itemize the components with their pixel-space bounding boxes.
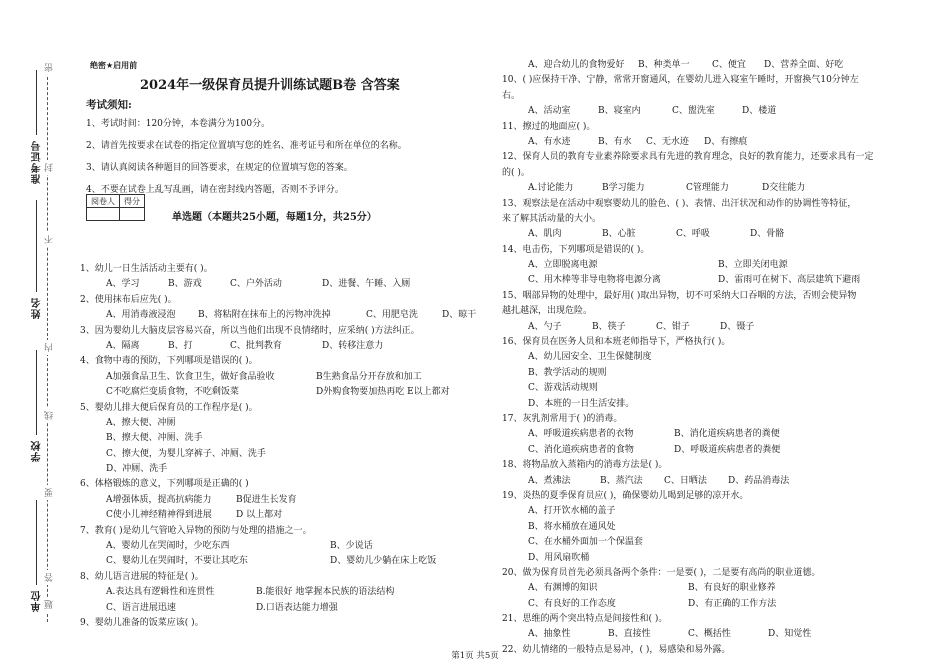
- option: B、打: [168, 340, 193, 351]
- question-options: [502, 227, 932, 242]
- option: A、隔离: [106, 340, 140, 351]
- option: D交往能力: [762, 183, 806, 194]
- option: C、批判教育: [230, 340, 282, 351]
- question-stem: 右。: [502, 90, 521, 101]
- option: A增强体质，提高抗病能力: [106, 494, 212, 505]
- score-header: 得分: [120, 195, 145, 208]
- option: B学习能力: [602, 183, 645, 194]
- page-title: 2024年一级保育员提升训练试题B卷 含答案: [140, 78, 400, 93]
- question-options: [80, 539, 490, 554]
- option: B、少说话: [330, 541, 373, 552]
- seal-char: 线: [43, 408, 56, 423]
- option: C、日晒法: [664, 475, 707, 486]
- notice-heading: 考试须知:: [86, 99, 132, 111]
- question-stem: 的( )。: [502, 167, 530, 178]
- name-blank: [36, 200, 37, 292]
- question-options: [502, 58, 932, 73]
- secret-mark: 绝密★启用前: [90, 61, 138, 70]
- question-stem: 16、保育员在医务人员和本班老师指导下，严格执行( )。: [502, 337, 731, 348]
- option: B、种类单一: [638, 60, 690, 70]
- question-options: [80, 308, 490, 323]
- option: D外购食物要加热再吃 E以上都对: [316, 387, 450, 398]
- option: B、直接性: [608, 629, 651, 640]
- option: B、将粘附在抹布上的污物冲洗掉: [198, 310, 331, 321]
- reviewer-cell[interactable]: [87, 208, 120, 221]
- option: B、将水桶放在通风处: [528, 521, 616, 532]
- question-stem: 7、教育( )是幼儿气管呛入异物的预防与处理的措施之一。: [80, 525, 312, 536]
- option: B生熟食品分开存放和加工: [316, 371, 422, 382]
- score-table: [86, 194, 145, 221]
- section-title: 单选题（本题共25小题，每题1分，共25分）: [172, 212, 377, 223]
- option: B、筷子: [592, 321, 626, 332]
- option: C管理能力: [686, 183, 729, 194]
- question-options: [80, 385, 490, 400]
- option: D、知觉性: [768, 629, 812, 640]
- option: A、有渊博的知识: [528, 583, 598, 594]
- option: C、户外活动: [230, 279, 282, 290]
- question-stem: 20、做为保育员首先必须具备两个条件：一是要( )，二是要有高尚的职业道德。: [502, 567, 821, 578]
- option: B、寝室内: [598, 106, 641, 117]
- option: B、有水: [598, 136, 632, 147]
- option: D、楼道: [742, 106, 777, 117]
- notice-item: 1、考试时间：120分钟，本卷满分为100分。: [86, 119, 271, 129]
- notice-item: 4、不要在试卷上乱写乱画，请在密封线内答题，否则不予评分。: [86, 185, 344, 195]
- reviewer-header: 阅卷人: [87, 195, 120, 208]
- option: C、概括性: [688, 629, 731, 640]
- option: A、勺子: [528, 321, 562, 332]
- notice-list: [86, 113, 486, 201]
- seal-char: 封: [43, 160, 56, 175]
- option: B、心脏: [602, 229, 636, 240]
- option: D.口语表达能力增强: [256, 602, 338, 613]
- option: C、盥洗室: [672, 106, 715, 117]
- question-stem: 10、( )应保持干净、宁静，常常开窗通风，在婴幼儿进入寝室午睡时，开窗换气10分钟左: [502, 75, 859, 86]
- option: A、婴幼儿在哭闹时，少吃东西: [106, 541, 230, 552]
- seal-char: 内: [43, 340, 56, 355]
- question-options: [80, 601, 490, 616]
- option: C使小儿神经精神得到进展: [106, 510, 212, 521]
- unit-blank: [36, 500, 37, 585]
- option: A、立即脱离电源: [528, 260, 598, 271]
- option: A、呼吸道疾病患者的衣物: [528, 429, 634, 440]
- option: A.讨论能力: [528, 183, 574, 194]
- question-options: [80, 508, 490, 523]
- option: A、抽象性: [528, 629, 571, 640]
- option: A.表达具有逻辑性和连贯性: [106, 587, 215, 598]
- score-cell[interactable]: [120, 208, 145, 221]
- option: D、雷雨可在树下、高层建筑下避雨: [718, 275, 861, 286]
- question-options: [502, 181, 932, 196]
- option: A、打开饮水桶的盖子: [528, 506, 616, 517]
- question-stem: 17、灰乳剂常用于( )的消毒。: [502, 413, 623, 424]
- option: D、骨骼: [750, 229, 785, 240]
- question-options: [80, 493, 490, 508]
- question-stem: 22、幼儿情绪的一般特点是易冲，( )，易感染和易外露。: [502, 644, 731, 655]
- question-stem: 19、炎热的夏季保育员应( )，确保婴幼儿喝到足够的凉开水。: [502, 490, 749, 501]
- question-options: [502, 627, 932, 642]
- option: D、本班的一日生活安排。: [528, 398, 635, 409]
- question-options: [502, 427, 932, 442]
- question-options: [80, 585, 490, 600]
- option: C、便宜: [712, 60, 746, 70]
- option: B.能很好 地掌握本民族的语法结构: [256, 587, 395, 598]
- option: D、婴幼儿少躺在床上吃饭: [330, 556, 437, 567]
- notice-item: 2、请首先按要求在试卷的指定位置填写您的姓名、准考证号和所在单位的名称。: [86, 141, 407, 151]
- seal-char: 不: [43, 232, 56, 247]
- option: C、婴幼儿在哭闹时，不要让其吃东: [106, 556, 248, 567]
- question-stem: 来了解其活动量的大小。: [502, 213, 602, 224]
- option: B、擦大便、冲厕、洗手: [106, 433, 203, 444]
- option: D、进餐、午睡、入厕: [322, 279, 411, 290]
- option: C不吃腐烂变质食物，不吃剩饭菜: [106, 387, 239, 398]
- page-footer: 第1页 共5页: [451, 651, 499, 661]
- option: B、消化道疾病患者的粪便: [674, 429, 780, 440]
- question-stem: 1、幼儿一日生活活动主要有( )。: [80, 264, 213, 274]
- option: B、有良好的职业修养: [688, 583, 776, 594]
- question-stem: 2、使用抹布后应先( )。: [80, 294, 177, 305]
- left-question-column: [80, 262, 490, 631]
- option: C、用木棒等非导电物将电源分离: [528, 275, 661, 286]
- seal-char: 答: [43, 570, 56, 585]
- question-options: [502, 104, 932, 119]
- option: A、用消毒液浸泡: [106, 310, 176, 321]
- question-stem: 15、咽部异物的处理中，最好用( )取出异物，切不可采纳大口吞咽的方法，否则会使异物: [502, 290, 857, 301]
- option: C、语言进展迅速: [106, 602, 176, 613]
- question-stem: 5、婴幼儿排大便后保育员的工作程序是( )。: [80, 402, 258, 413]
- question-options: [502, 597, 932, 612]
- name-label: 姓名: [32, 297, 43, 319]
- option: A、肌肉: [528, 229, 562, 240]
- option: A、煮沸法: [528, 475, 571, 486]
- question-options: [80, 339, 490, 354]
- question-stem: 4、食物中毒的预防，下列哪项是错误的( )。: [80, 356, 258, 367]
- question-stem: 越扎越深，出现危险。: [502, 306, 593, 317]
- question-stem: 21、思维的两个突出特点是间接性和( )。: [502, 614, 668, 625]
- option: C、用肥皂洗: [366, 310, 418, 321]
- option: B、游戏: [168, 279, 202, 290]
- question-stem: 18、将物品放入蒸箱内的消毒方法是( )。: [502, 460, 668, 471]
- option: D、呼吸道疾病患者的粪便: [674, 444, 781, 455]
- question-stem: 3、因为婴幼儿大脑皮层容易兴奋，所以当他们出现不良情绪时，应采纳( )方法纠正。: [80, 325, 420, 336]
- option: D、有正确的工作方法: [688, 598, 777, 609]
- school-blank: [36, 350, 37, 435]
- option: C、游戏活动规则: [528, 383, 598, 394]
- option: D、晾干: [442, 310, 477, 321]
- question-options: [502, 258, 932, 273]
- option: B、立即关闭电源: [718, 260, 788, 271]
- option: D、转移注意力: [322, 340, 384, 351]
- option: C、无水迹: [646, 136, 689, 147]
- question-options: [502, 320, 932, 335]
- seal-char: 要: [43, 485, 56, 500]
- notice-item: 3、请认真阅读各种题目的回答要求，在规定的位置填写您的答案。: [86, 163, 353, 173]
- option: D、镊子: [720, 321, 755, 332]
- option: C、呼吸: [676, 229, 710, 240]
- option: D、冲厕、洗手: [106, 464, 168, 475]
- exam-number-label: 准考证号: [32, 140, 43, 184]
- option: C、消化道疾病患者的食物: [528, 444, 634, 455]
- option: A、活动室: [528, 106, 571, 117]
- question-options: [502, 135, 932, 150]
- option: B促进生长发育: [236, 494, 297, 505]
- seal-char: 题: [43, 597, 56, 612]
- option: D 以上都对: [236, 510, 283, 521]
- question-stem: 6、体格锻炼的意义，下列哪项是正确的( ): [80, 479, 249, 490]
- option: C、在水桶外面加一个保温套: [528, 537, 643, 548]
- question-options: [80, 554, 490, 569]
- option: A加强食品卫生、饮食卫生，做好食品验收: [106, 371, 275, 382]
- question-stem: 12、保育人员的教育专业素养除要求具有先进的教育理念，良好的教育能力，还要求具有一定: [502, 152, 874, 163]
- option: A、迎合幼儿的食物爱好: [528, 60, 625, 70]
- question-stem: 11、擦过的地面应( )。: [502, 121, 596, 132]
- right-question-column: [502, 58, 932, 658]
- question-options: [502, 581, 932, 596]
- option: C、有良好的工作态度: [528, 598, 616, 609]
- paper-content: [80, 0, 950, 671]
- question-options: [502, 273, 932, 288]
- option: A、擦大便、冲厕: [106, 417, 176, 428]
- question-options: [502, 474, 932, 489]
- option: A、学习: [106, 279, 140, 290]
- question-stem: 14、电击伤，下列哪项是错误的( )。: [502, 244, 650, 255]
- option: C、钳子: [656, 321, 690, 332]
- question-stem: 8、幼儿语言进展的特征是( )。: [80, 571, 204, 582]
- option: A、有水迹: [528, 136, 571, 147]
- option: B、蒸汽法: [600, 475, 643, 486]
- seal-char: 密: [43, 60, 56, 75]
- question-stem: 13、观察法是在活动中观察婴幼儿的脸色、( )、表情、出汗状况和动作的协调性等特征，: [502, 198, 857, 209]
- exam-number-blank: [36, 70, 37, 135]
- option: C、擦大便，为婴儿穿裤子、冲厕、洗手: [106, 448, 266, 459]
- option: B、教学活动的规则: [528, 367, 607, 378]
- school-label: 学校: [32, 440, 43, 462]
- option: D、有擦痕: [704, 136, 748, 147]
- question-stem: 9、婴幼儿准备的饭菜应该( )。: [80, 617, 204, 628]
- option: D、营养全面、好吃: [764, 60, 844, 70]
- option: A、幼儿园安全、卫生保健制度: [528, 352, 652, 363]
- unit-label: 单位: [32, 590, 43, 612]
- question-options: [80, 370, 490, 385]
- binding-margin: [0, 0, 70, 671]
- option: D、用风扇吹桶: [528, 552, 590, 563]
- question-options: [502, 443, 932, 458]
- option: D、药品消毒法: [728, 475, 790, 486]
- question-options: [80, 277, 490, 292]
